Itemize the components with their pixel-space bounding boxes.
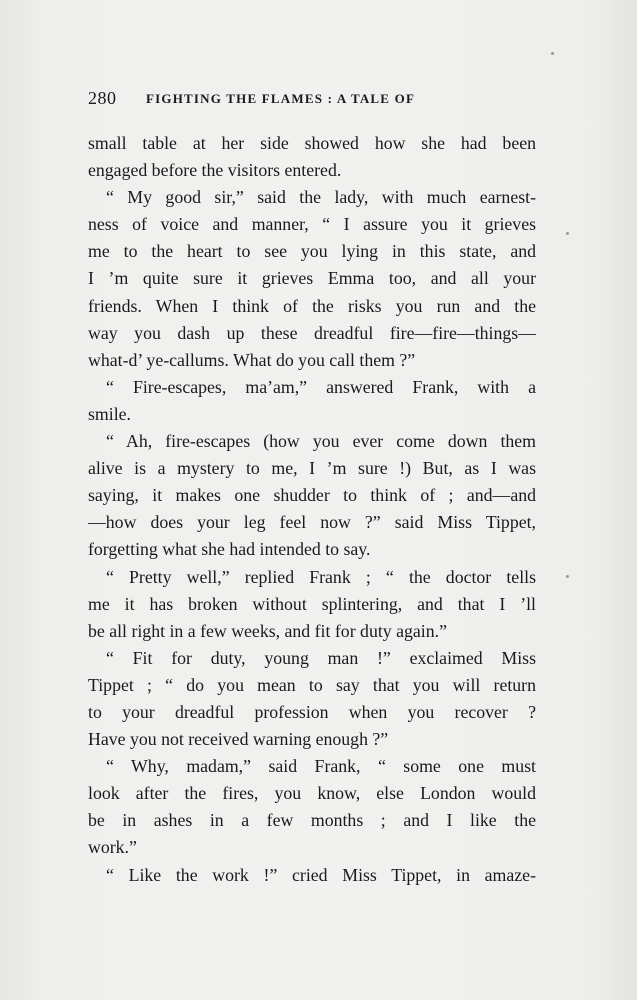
page-header xyxy=(88,88,548,112)
text-line: —how does your leg feel now ?” said Miss Tippet, xyxy=(88,512,536,533)
text-line: alive is a mystery to me, I ’m sure !) But, as I was xyxy=(88,458,536,479)
text-line: “ My good sir,” said the lady, with much earnest- xyxy=(106,187,536,208)
text-line: be all right in a few weeks, and fit for duty again.” xyxy=(88,620,447,641)
text-line: I ’m quite sure it grieves Emma too, and all your xyxy=(88,268,536,289)
text-line: Tippet ; “ do you mean to say that you will return xyxy=(88,674,536,695)
text-line: “ Pretty well,” replied Frank ; “ the doctor tells xyxy=(106,566,536,587)
body-text xyxy=(88,130,536,889)
text-line: ness of voice and manner, “ I assure you it grieves xyxy=(88,214,536,235)
text-line: saying, it makes one shudder to think of ; and—and xyxy=(88,485,536,506)
running-title: FIGHTING THE FLAMES : A TALE OF xyxy=(146,91,416,106)
text-line: “ Fit for duty, young man !” exclaimed Miss xyxy=(106,647,536,668)
text-line: friends. When I think of the risks you run and the xyxy=(88,295,536,316)
paper-speck xyxy=(566,232,569,235)
page-number: 280 xyxy=(88,88,117,108)
text-line: me to the heart to see you lying in this state, and xyxy=(88,241,536,262)
text-line: Have you not received warning enough ?” xyxy=(88,729,389,750)
text-line: work.” xyxy=(88,837,137,858)
text-line: “ Why, madam,” said Frank, “ some one must xyxy=(106,756,536,777)
text-line: what-d’ ye-callums. What do you call them ?” xyxy=(88,349,416,370)
text-line: be in ashes in a few months ; and I like the xyxy=(88,810,536,831)
text-line: forgetting what she had intended to say. xyxy=(88,539,371,560)
text-line: smile. xyxy=(88,403,131,424)
text-line: way you dash up these dreadful fire—fire—things— xyxy=(88,322,536,343)
paper-speck xyxy=(551,52,554,55)
text-line: engaged before the visitors entered. xyxy=(88,160,342,181)
text-line: “ Ah, fire-escapes (how you ever come down them xyxy=(106,431,536,452)
paper-speck xyxy=(566,575,569,578)
text-line: to your dreadful profession when you recover ? xyxy=(88,701,536,722)
text-line: “ Like the work !” cried Miss Tippet, in amaze- xyxy=(106,864,536,885)
text-line: “ Fire-escapes, ma’am,” answered Frank, with a xyxy=(106,376,536,397)
text-line: look after the fires, you know, else London would xyxy=(88,783,536,804)
text-line: small table at her side showed how she had been xyxy=(88,133,536,153)
text-line: me it has broken without splintering, and that I ’ll xyxy=(88,593,536,614)
